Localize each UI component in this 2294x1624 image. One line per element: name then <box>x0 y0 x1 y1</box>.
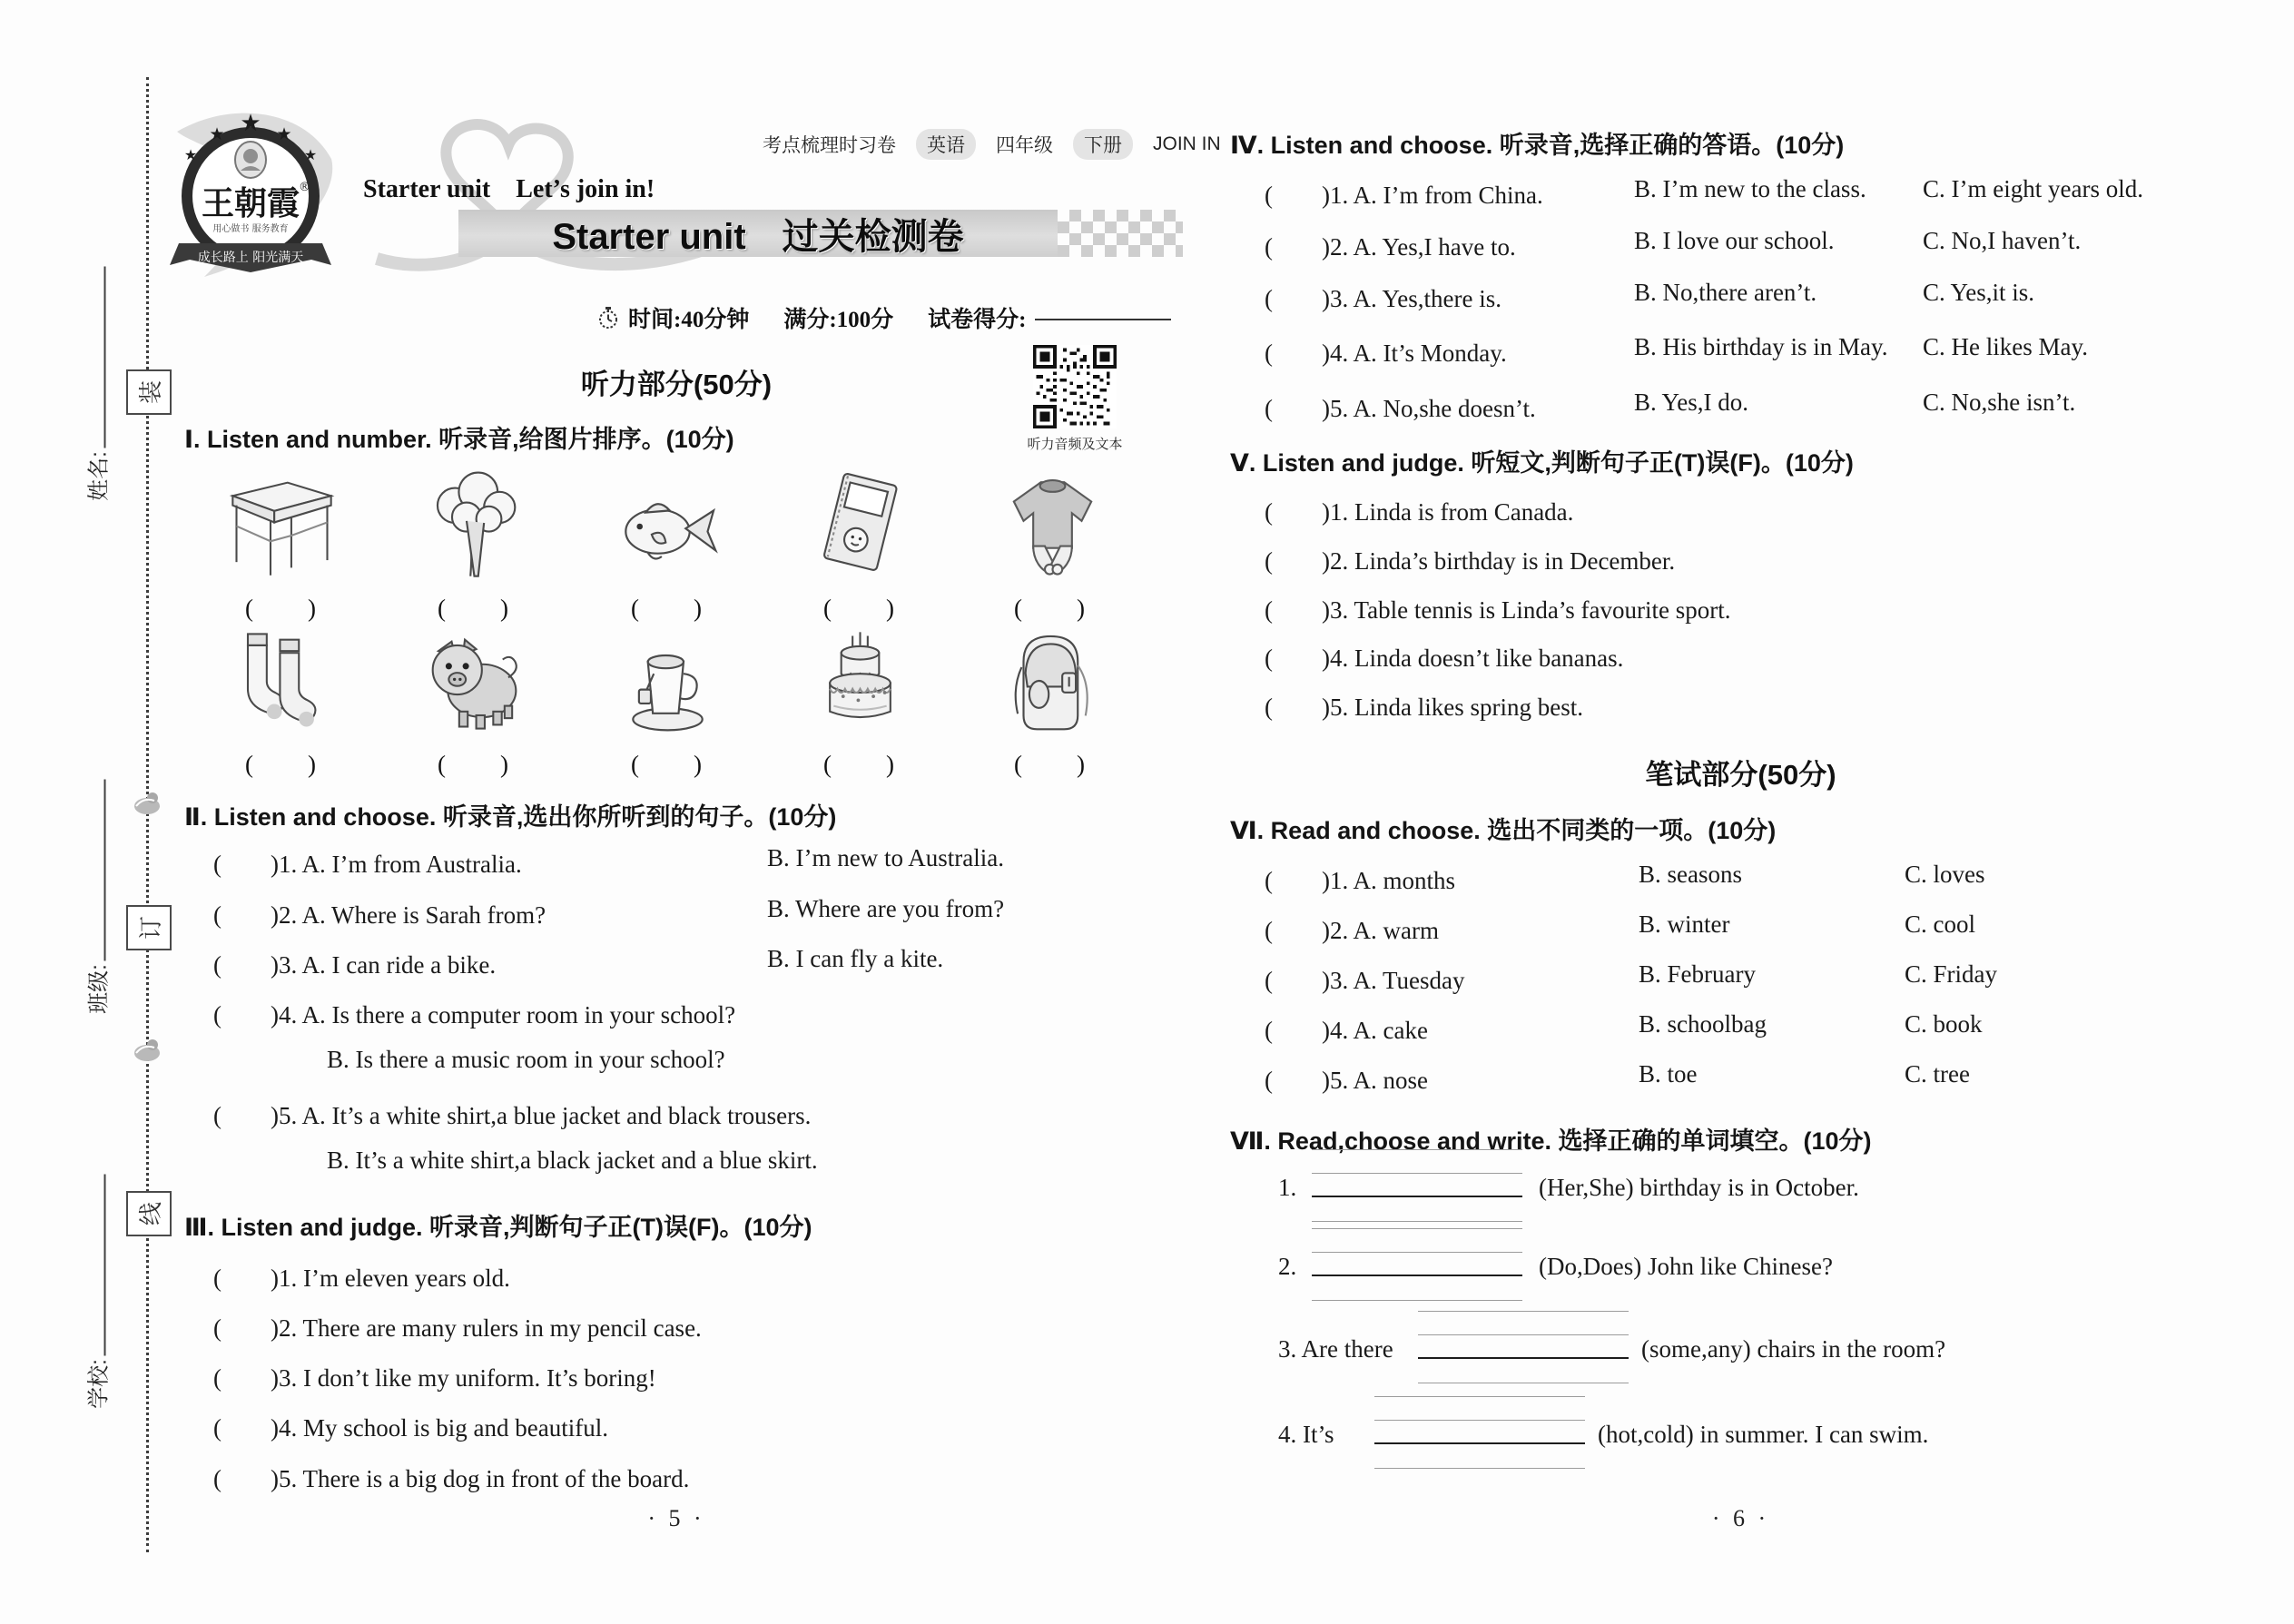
brand-label: JOIN IN <box>1153 133 1221 154</box>
binding-char-zhuang: 装 <box>126 369 172 415</box>
q3-4[interactable]: ( )4. My school is big and beautiful. <box>213 1414 608 1442</box>
svg-text:★: ★ <box>240 110 261 137</box>
section6-heading: Ⅵ. Read and choose. 选出不同类的一项。(10分) <box>1230 817 1777 844</box>
answer-slot[interactable]: ( ) <box>438 595 510 622</box>
q4-4-c: C. He likes May. <box>1923 333 2088 360</box>
wangzhaoxia-logo <box>166 107 335 285</box>
margin-ornament-icon <box>131 1035 163 1064</box>
q2-5-a[interactable]: ( )5. A. It’s a white shirt,a blue jacket and black trousers. <box>213 1102 812 1129</box>
unit-line: Starter unit Let’s join in! <box>363 175 655 203</box>
full-score-label: 满分:100分 <box>783 308 894 332</box>
q7-2-text: (Do,Does) John like Chinese? <box>1539 1253 1833 1280</box>
q4-1-b: B. I’m new to the class. <box>1634 175 1866 202</box>
svg-text:成长路上 阳光满天: 成长路上 阳光满天 <box>197 251 304 265</box>
booklet-header <box>763 129 1221 160</box>
exam-info-line <box>597 301 1171 334</box>
written-part-title: 笔试部分(50分) <box>1645 759 1836 791</box>
school-label: 学校: <box>86 1359 112 1409</box>
student-school-field <box>81 1101 113 1482</box>
section3-heading: Ⅲ. Listen and judge. 听录音,判断句子正(T)误(F)。(10分) <box>184 1214 812 1241</box>
q7-3-write-grid[interactable] <box>1418 1311 1629 1383</box>
answer-slot[interactable]: ( ) <box>631 751 704 778</box>
picture-pig <box>413 625 536 738</box>
picture-shirt <box>991 465 1114 581</box>
stopwatch-icon <box>597 306 619 330</box>
q6-4-c: C. book <box>1905 1010 1983 1038</box>
q7-3-text: (some,any) chairs in the room? <box>1641 1335 1946 1363</box>
q2-4-b: B. Is there a music room in your school? <box>327 1046 725 1073</box>
q5-2[interactable]: ( )2. Linda’s birthday is in December. <box>1265 547 1676 575</box>
svg-text:®: ® <box>299 181 310 194</box>
checker-decoration <box>1058 210 1183 257</box>
answer-slot[interactable]: ( ) <box>438 751 510 778</box>
q6-2-a[interactable]: ( )2. A. warm <box>1265 917 1439 944</box>
q4-2-c: C. No,I haven’t. <box>1923 227 2082 254</box>
student-class-field <box>81 706 113 1088</box>
q2-1-a[interactable]: ( )1. A. I’m from Australia. <box>213 851 522 878</box>
q4-4-b: B. His birthday is in May. <box>1634 333 1888 360</box>
section7-heading: Ⅶ. Read,choose and write. 选择正确的单词填空。(10分) <box>1230 1127 1872 1155</box>
page-number-left: · 5 · <box>647 1505 705 1531</box>
picture-tree <box>413 465 536 581</box>
picture-book <box>799 465 921 581</box>
q3-1[interactable]: ( )1. I’m eleven years old. <box>213 1265 510 1292</box>
svg-text:★: ★ <box>183 146 198 163</box>
section4-heading: Ⅳ. Listen and choose. 听录音,选择正确的答语。(10分) <box>1230 132 1845 159</box>
student-name-field <box>81 193 113 575</box>
answer-slot[interactable]: ( ) <box>1014 595 1087 622</box>
q6-5-c: C. tree <box>1905 1060 1970 1088</box>
q4-5-a[interactable]: ( )5. A. No,she doesn’t. <box>1265 395 1536 422</box>
q6-1-a[interactable]: ( )1. A. months <box>1265 867 1456 894</box>
q6-5-b: B. toe <box>1639 1060 1698 1088</box>
q6-3-b: B. February <box>1639 960 1756 988</box>
class-label: 班级: <box>86 964 112 1014</box>
q5-5[interactable]: ( )5. Linda likes spring best. <box>1265 694 1583 721</box>
picture-teacup <box>606 628 729 737</box>
q5-4[interactable]: ( )4. Linda doesn’t like bananas. <box>1265 645 1624 672</box>
subject-badge: 英语 <box>916 129 976 160</box>
binding-char-ding: 订 <box>126 905 172 950</box>
q6-2-c: C. cool <box>1905 910 1975 938</box>
qr-caption: 听力音频及文本 <box>1027 438 1123 452</box>
q6-3-a[interactable]: ( )3. A. Tuesday <box>1265 967 1465 994</box>
q4-3-c: C. Yes,it is. <box>1923 279 2035 306</box>
q7-1-prefix: 1. <box>1278 1174 1297 1201</box>
page-number-right: · 6 · <box>1711 1505 1770 1531</box>
listening-part-title: 听力部分(50分) <box>580 369 773 400</box>
binding-char-xian: 线 <box>126 1191 172 1236</box>
section1-heading: Ⅰ. Listen and number. 听录音,给图片排序。(10分) <box>184 426 734 453</box>
q6-4-a[interactable]: ( )4. A. cake <box>1265 1017 1428 1044</box>
q2-4-a[interactable]: ( )4. A. Is there a computer room in your school? <box>213 1001 736 1029</box>
q2-2-a[interactable]: ( )2. A. Where is Sarah from? <box>213 901 546 929</box>
answer-slot[interactable]: ( ) <box>823 595 896 622</box>
svg-text:★: ★ <box>303 146 318 163</box>
q7-4-prefix: 4. It’s <box>1278 1421 1334 1448</box>
svg-text:★: ★ <box>209 124 225 144</box>
q4-1-c: C. I’m eight years old. <box>1923 175 2143 202</box>
name-label: 姓名: <box>86 451 112 501</box>
q2-3-b: B. I can fly a kite. <box>767 945 944 972</box>
picture-schoolbag <box>991 623 1114 739</box>
q2-3-a[interactable]: ( )3. A. I can ride a bike. <box>213 951 497 979</box>
q2-2-b: B. Where are you from? <box>767 895 1005 922</box>
qr-code <box>1033 345 1117 428</box>
series-label: 考点梳理时习卷 <box>763 135 896 156</box>
q6-4-b: B. schoolbag <box>1639 1010 1767 1038</box>
grade-label: 四年级 <box>996 135 1053 156</box>
name-blank-line[interactable] <box>103 266 106 448</box>
title-band <box>458 210 1058 257</box>
q6-3-c: C. Friday <box>1905 960 1998 988</box>
margin-ornament-icon <box>131 788 163 817</box>
time-label: 时间:40分钟 <box>628 308 750 332</box>
q4-2-b: B. I love our school. <box>1634 227 1835 254</box>
svg-text:用心做书 服务教育: 用心做书 服务教育 <box>212 224 289 234</box>
q3-5[interactable]: ( )5. There is a big dog in front of the board. <box>213 1465 690 1492</box>
q4-2-a[interactable]: ( )2. A. Yes,I have to. <box>1265 233 1516 261</box>
q7-2-prefix: 2. <box>1278 1253 1297 1280</box>
picture-socks <box>221 625 343 738</box>
svg-text:★: ★ <box>276 124 292 144</box>
q3-2[interactable]: ( )2. There are many rulers in my pencil case. <box>213 1314 702 1342</box>
q2-5-b: B. It’s a white shirt,a black jacket and a blue skirt. <box>327 1147 818 1174</box>
q4-5-c: C. No,she isn’t. <box>1923 389 2076 416</box>
q4-1-a[interactable]: ( )1. A. I’m from China. <box>1265 182 1543 209</box>
q7-4-text: (hot,cold) in summer. I can swim. <box>1598 1421 1929 1448</box>
q3-3[interactable]: ( )3. I don’t like my uniform. It’s boring! <box>213 1364 656 1392</box>
q2-1-b: B. I’m new to Australia. <box>767 844 1004 871</box>
picture-desk <box>221 468 343 581</box>
q6-2-b: B. winter <box>1639 910 1730 938</box>
section5-heading: Ⅴ. Listen and judge. 听短文,判断句子正(T)误(F)。(10分) <box>1230 449 1854 477</box>
q6-5-a[interactable]: ( )5. A. nose <box>1265 1067 1428 1094</box>
answer-slot[interactable]: ( ) <box>823 751 896 778</box>
answer-slot[interactable]: ( ) <box>245 595 318 622</box>
score-blank[interactable] <box>1035 315 1171 320</box>
q4-3-a[interactable]: ( )3. A. Yes,there is. <box>1265 285 1501 312</box>
q6-1-b: B. seasons <box>1639 861 1742 888</box>
page-title: Starter unit 过关检测卷 <box>552 216 964 257</box>
q6-1-c: C. loves <box>1905 861 1985 888</box>
answer-slot[interactable]: ( ) <box>631 595 704 622</box>
q7-3-prefix: 3. Are there <box>1278 1335 1393 1363</box>
answer-slot[interactable]: ( ) <box>245 751 318 778</box>
q7-1-write-grid[interactable] <box>1312 1149 1522 1222</box>
class-blank-line[interactable] <box>103 779 106 960</box>
q5-3[interactable]: ( )3. Table tennis is Linda’s favourite sport. <box>1265 596 1731 624</box>
picture-cake <box>799 625 921 738</box>
q4-3-b: B. No,there aren’t. <box>1634 279 1817 306</box>
q7-2-write-grid[interactable] <box>1312 1228 1522 1301</box>
score-label: 试卷得分: <box>928 308 1027 332</box>
q7-4-write-grid[interactable] <box>1374 1396 1585 1469</box>
section2-heading: Ⅱ. Listen and choose. 听录音,选出你所听到的句子。(10分) <box>184 803 837 831</box>
svg-text:王朝霞: 王朝霞 <box>201 185 300 222</box>
volume-badge: 下册 <box>1073 129 1133 160</box>
q7-1-text: (Her,She) birthday is in October. <box>1539 1174 1859 1201</box>
school-blank-line[interactable] <box>103 1174 106 1355</box>
answer-slot[interactable]: ( ) <box>1014 751 1087 778</box>
q4-4-a[interactable]: ( )4. A. It’s Monday. <box>1265 340 1507 367</box>
q4-5-b: B. Yes,I do. <box>1634 389 1749 416</box>
q5-1[interactable]: ( )1. Linda is from Canada. <box>1265 498 1574 526</box>
picture-fish <box>606 477 729 576</box>
